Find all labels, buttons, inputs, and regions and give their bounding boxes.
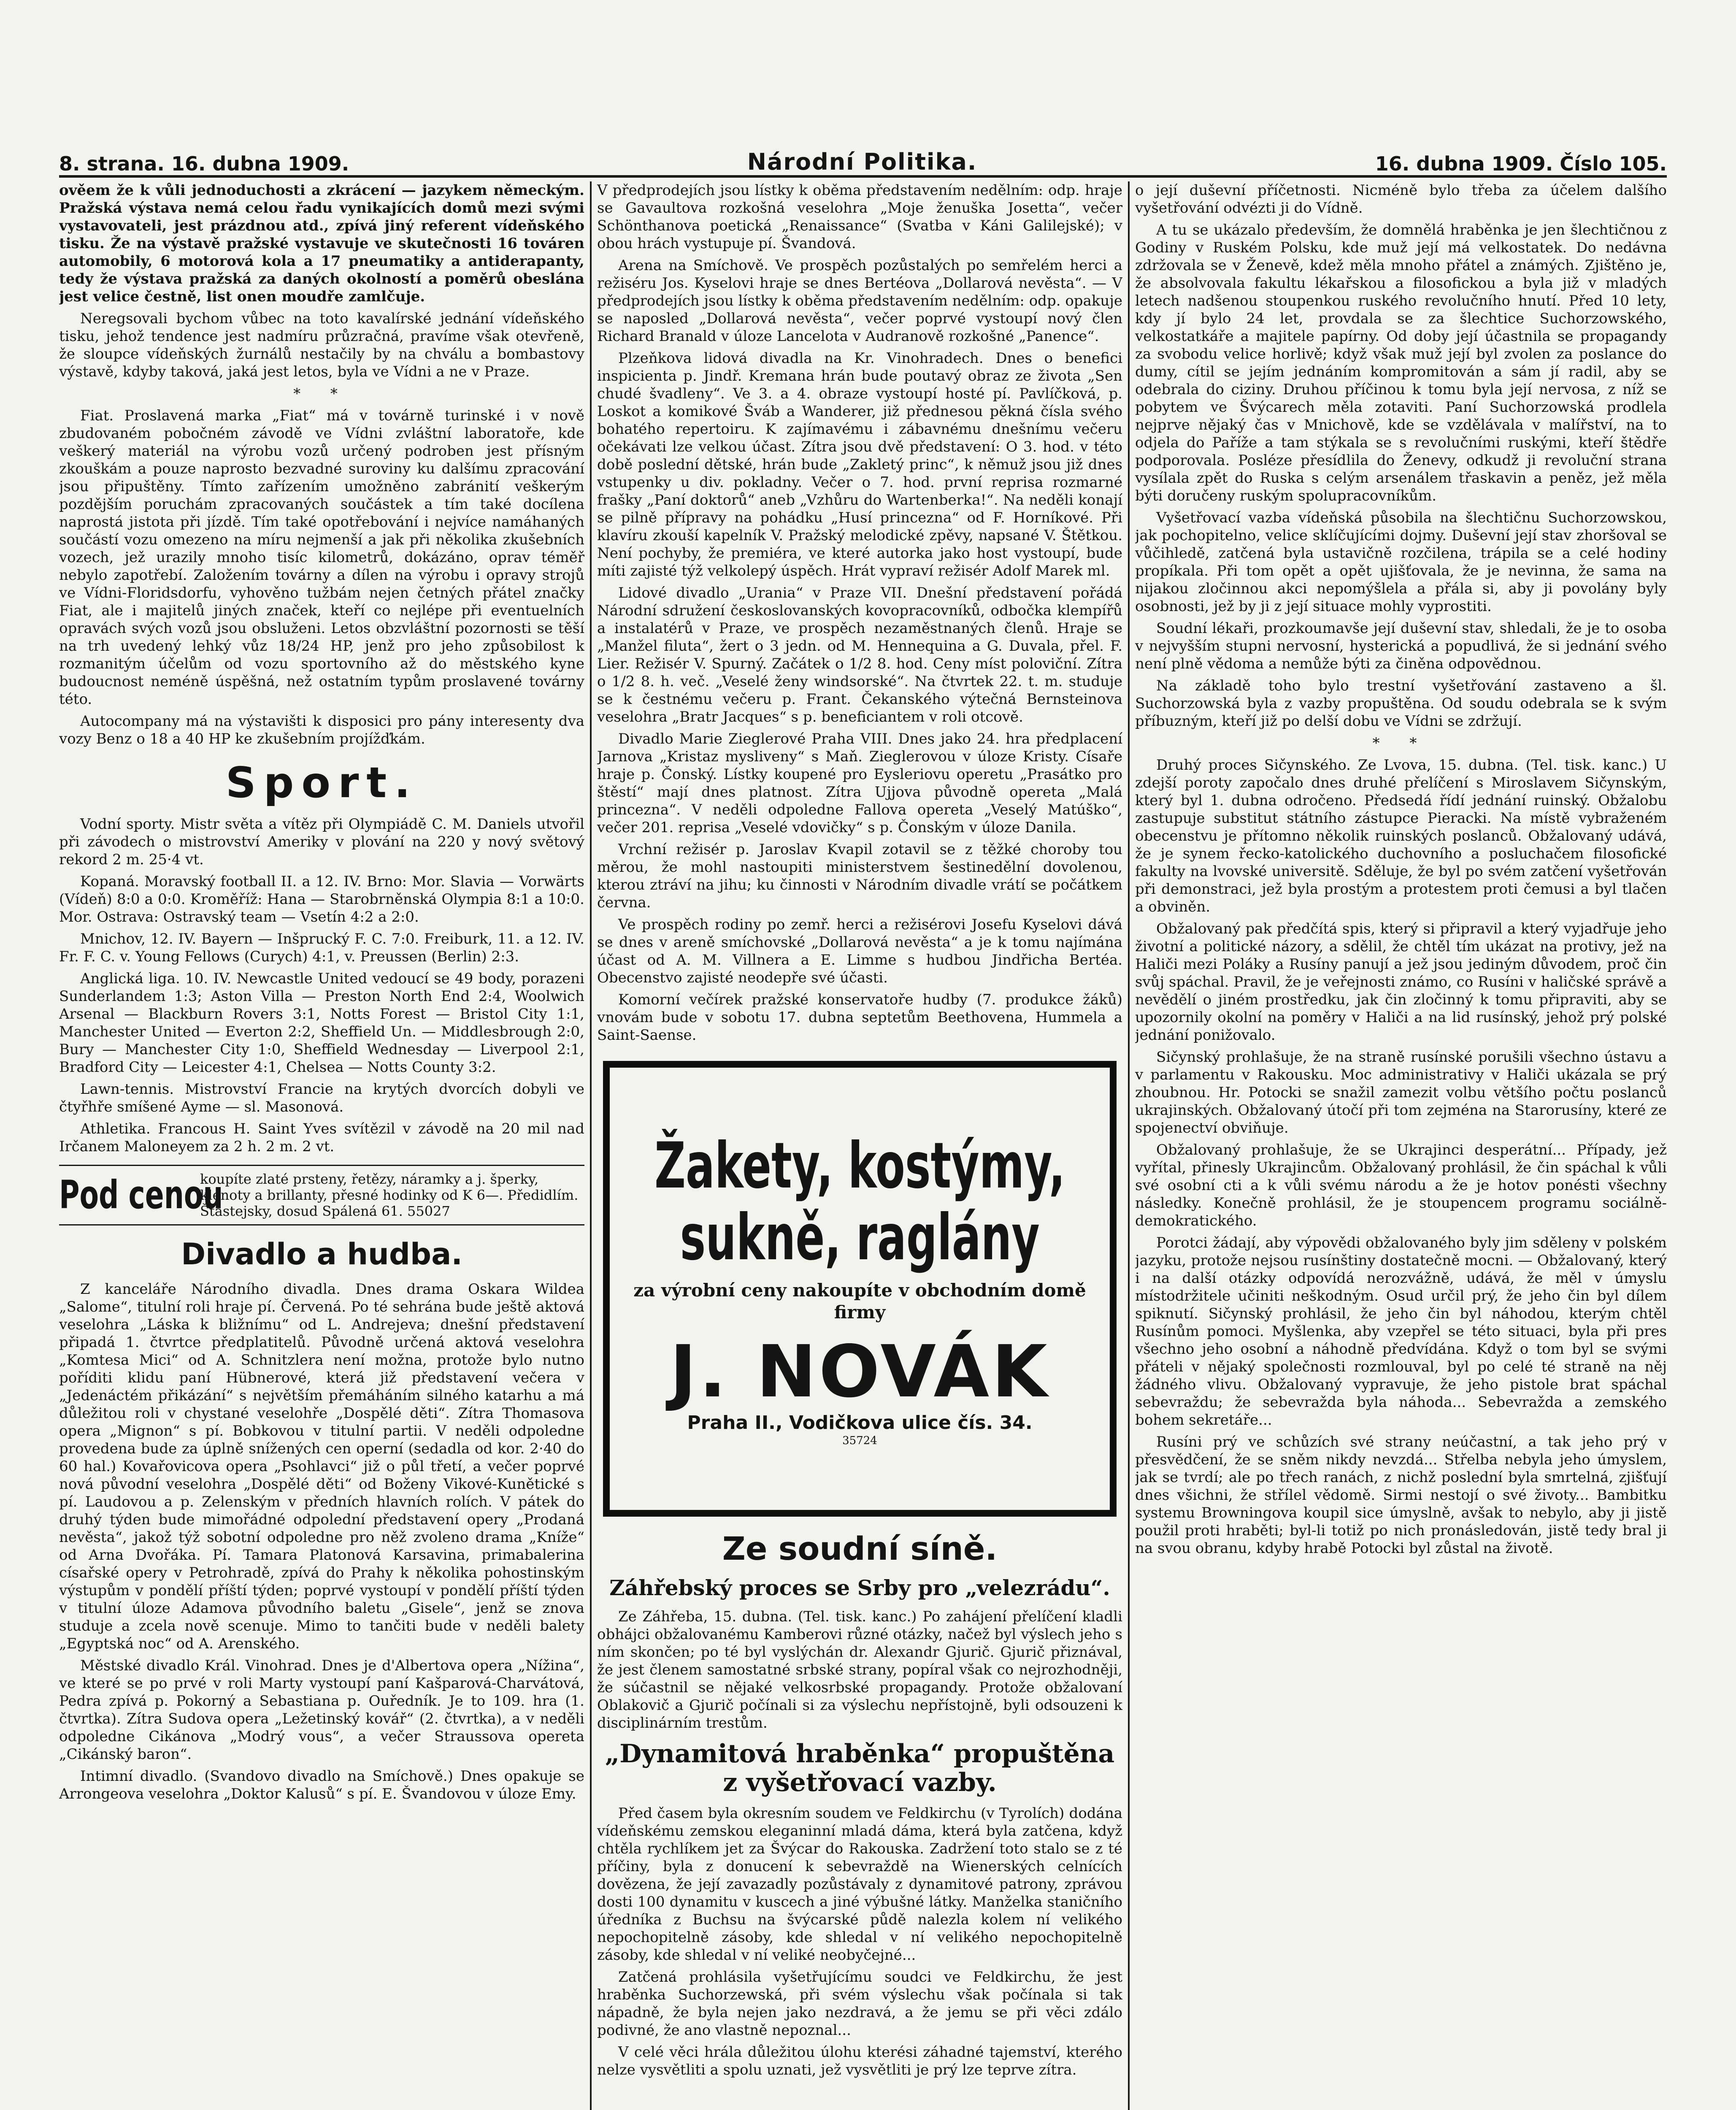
ad-subline: za výrobní ceny nakoupíte v obchodním domě firmy <box>633 1280 1086 1323</box>
clothing-advertisement <box>603 1061 1117 1517</box>
ad-brand-name: J. NOVÁK <box>670 1330 1050 1414</box>
article-paragraph: Obžalovaný prohlašuje, že se Ukrajinci desperátní... Případy, jež vyřítal, přinesly Ukrajincům. Obžalovaný prohlásil, že čin spáchal k vůli své osobní cti a k vůli svému národu a že je hotov ponésti všechny následky. Konečně prohlásil, že je stoupencem programu sociálně-demokratického. <box>1135 1142 1667 1229</box>
ad-body: koupíte zlaté prsteny, řetězy, náramky a j. šperky, klenoty a brillanty, přesné hodinky od K 6—. Předidlím. Štastejsky, dosud Spálená 61. 55027 <box>200 1171 579 1219</box>
article-paragraph: Autocompany má na výstavišti k disposici pro pány interesenty dva vozy Benz o 18 a 40 HP ke zkušebním projížďkám. <box>59 713 584 747</box>
article-paragraph: V předprodejích jsou lístky k oběma představením nedělním: odp. hraje se Gavaultova rozkošná veselohra „Moje ženuška Josetta“, večer Schönthanova poetická „Renaissance“ (Svatba v Káni Galilejské); v obou hrách vystupuje pí. Švandová. <box>597 182 1122 252</box>
article-paragraph: ověem že k vůli jednoduchosti a zkrácení — jazykem německým. Pražská výstava nemá celou řadu vynikajících domů mezi svými vystavovateli, jest prázdnou atd., zpívá jiný referent vídeňského tisku. Že na výstavě pražské vystavuje ve skutečnosti 16 továren automobily, 6 motorová kola a 17 pneumatiky a antiderapanty, tedy že výstava pražská za daných okolností a poměrů obeslána jest velice čestně, list onen moudře zamlčuje. <box>59 182 584 305</box>
article-paragraph: Anglická liga. 10. IV. Newcastle United vedoucí se 49 body, porazeni Sunderlandem 1:3; Aston Villa — Preston North End 2:4, Woolwich Arsenal — Blackburn Rovers 3:1, Notts Forest — Bristol City 1:1, Manchester United — Everton 2:2, Sheffield Un. — Middlesbrough 2:0, Bury — Manchester City 1:0, Sheffield Wednesday — Liverpool 2:1, Bradford City — Leicester 4:1, Chelsea — Notts County 3:2. <box>59 970 584 1076</box>
ad-code: 35724 <box>842 1434 877 1447</box>
section-divider: * * <box>293 385 350 402</box>
article-paragraph: o její duševní příčetnosti. Nicméně bylo třeba za účelem dalšího vyšetřování odvézti ji do Vídně. <box>1135 182 1667 216</box>
article-paragraph: Mnichov, 12. IV. Bayern — Inšprucký F. C. 7:0. Freiburk, 11. a 12. IV. Fr. F. C. v. Young Fellows (Curych) 4:1, v. Preussen (Berlin) 2:3. <box>59 931 584 965</box>
article-paragraph: Lawn-tennis. Mistrovství Francie na krytých dvorcích dobyli ve čtyřhře smíšené Ayme — sl. Masonová. <box>59 1081 584 1115</box>
column-2 <box>597 181 1122 2110</box>
article-paragraph: Porotci žádají, aby výpovědi obžalovaného byly jim sděleny v polském jazyku, protože nejsou rusínštiny dostatečně mocni. — Obžalovaný, který i na další otázky odpovídá nerozvážně, udává, že měl v úmyslu místodržitele učiniti neškodným. Osud určil prý, že jeho čin byl dílem spiknutí. Sičynský prohlásil, že jeho čin byl náhodou, kterým chtěl Rusínům pomoci. Myšlenka, aby vzepřel se této situaci, byla při pres všechno jeho osobní a náhodně předvídána. Když o tom byl se svými přáteli v nějaký společnosti rozmlouval, byl po celé té straně na něj žádného vlivu. Obžalovaný vypravuje, že jeho pistole brat spáchal sebevraždu; že sebevražda byla náhoda... Sebevražda a zemského bohem sekretáře... <box>1135 1234 1667 1428</box>
section-divider: * * <box>1372 735 1430 752</box>
section-heading-court: Ze soudní síně. <box>722 1530 998 1567</box>
article-paragraph: Vodní sporty. Mistr světa a vítěz při Olympiádě C. M. Daniels utvořil při závodech o mistrovství Ameriky v plování na 220 y nový světový rekord 2 m. 25·4 vt. <box>59 816 584 868</box>
ad-headline: Pod cenou <box>59 1172 223 1217</box>
column-1 <box>59 181 584 2110</box>
article-paragraph: Z kanceláře Národního divadla. Dnes drama Oskara Wildea „Salome“, titulní roli hraje pí. Červená. Po té sehrána bude ještě aktová veselohra „Láska k bližnímu“ od L. Andrejeva; dnešní představení připadá 1. čtvrtce předplatitelů. Původně určená aktová veselohra „Komtesa Mici“ od A. Schnitzlera není možna, protože bylo nutno poříditi klidu paní Hübnerové, která již představení večera v „Jedenáctém přikázání“ s největším přemáháním silného katarhu a má důležitou roli v chystané veselohře „Dospělé děti“. Zítra Thomasova opera „Mignon“ s pí. Bobkovou v titulní partii. V neděli odpoledne provedena bude za úplně snížených cen operní (sedadla od kor. 2·40 do 60 hal.) Kovařovicova opera „Psohlavci“ již o půl třetí, a večer poprvé nová původní veselohra „Dospělé děti“ od Boženy Vikové-Kunětické s pí. Laudovou a p. Zelenským v předních hlavních rolích. V pátek do druhý týden bude mimořádné odpolední představení opery „Prodaná nevěsta“, jakož týž sobotní odpoledne pro něž zvoleno drama „Kníže“ od Arna Dvořáka. Pí. Tamara Platonová Karsavina, primabalerina císařské opery v Petrohradě, zpívá do Prahy k několika pohostinským výstupům v pondělí příští týden; poprvé vystoupí v pondělí příští týden v titulní úloze Adamova původního baletu „Gisele“, jenž se znova studuje a zcela nově scenuje. Mimo to tančiti bude v neděli balety „Egyptská noc“ od A. Arenského. <box>59 1281 584 1652</box>
article-paragraph: Neregsovali bychom vůbec na toto kavalírské jednání vídeňského tisku, jehož tendence jest nadmíru průzračná, pravíme však otevřeně, že sloupce vídeňských žurnálů nestačily by na chválu a bombastovy výstavě, kdyby taková, jaká jest letos, byla ve Vídni a ne v Praze. <box>59 310 584 380</box>
article-paragraph: Rusíni prý ve schůzích své strany neúčastní, a tak jeho prý v přesvědčení, že se sněm nikdy nevzdá... Střelba nebyla jeho úmyslem, jak se tvrdí; ale po třech ranách, z nichž poslední byla smrtelná, zjišťují dnes všichni, že střílel vědomě. Sirmi nestojí o své životy... Bambitku systemu Browningova koupil sice úmyslně, avšak to nebylo, aby ji jistě použil proti hraběti; byl-li totiž po nich pronásledován, jistě tedy bral ji na svou obranu, kdyby hrabě Potocki byl zůstal na životě. <box>1135 1434 1667 1557</box>
newspaper-title: Národní Politika. <box>747 149 977 175</box>
section-heading-theatre: Divadlo a hudba. <box>181 1237 462 1271</box>
article-headline: Záhřebský proces se Srby pro „velezrádu“. <box>609 1575 1110 1600</box>
article-paragraph: Ze Záhřeba, 15. dubna. (Tel. tisk. kanc.) Po zahájení přelíčení kladli obhájci obžalovanému Kamberovi různé otázky, načež byl výslech jeho s ním skončen; po té byl vyslýchán dr. Alexandr Gjurič. Gjurič přiznával, že jest členem samostatné srbské strany, popíral však co nejrozhodněji, že súčastnil se nějaké velkosrbské propagandy. Protože obžalovaní Oblakovič a Gjurič počínali si za výslechu nepřístojně, byli odsouzeni k disciplinárním trestům. <box>597 1608 1122 1731</box>
article-paragraph: Vrchní režisér p. Jaroslav Kvapil zotavil se z těžké choroby tou měrou, že mohl nastoupiti ministerstvem šestinedělní dovolenou, kterou ztráví na jihu; ku činnosti v Národním divadle vrátí se počátkem června. <box>597 841 1122 911</box>
jeweller-advertisement <box>59 1165 584 1225</box>
article-paragraph: Komorní večírek pražské konservatoře hudby (7. produkce žáků) vnovám bude v sobotu 17. dubna septetům Beethovena, Hummela a Saint-Saense. <box>597 991 1122 1044</box>
article-paragraph: Divadlo Marie Zieglerové Praha VIII. Dnes jako 24. hra předplacení Jarnova „Kristaz mysliveny“ s Maň. Zieglerovou v úloze Kristy. Císaře hraje p. Čonský. Lístky koupené pro Eysleriovu operetu „Prasátko pro štěstí“ mají dnes platnost. Zítra Ujjova původně opereta „Malá princezna“. V neděli odpoledne Fallova opereta „Veselý Matúško“, večer 201. reprisa „Veselé vdovičky“ s p. Čonským v úloze Danila. <box>597 730 1122 836</box>
article-paragraph: Lidové divadlo „Urania“ v Praze VII. Dnešní představení pořádá Národní sdružení českoslovanských kovopracovníků, odbočka klempířů a instalatérů v Praze, ve prospěch nezaměstnaných členů. Hraje se „Manžel filuta“, žert o 3 jedn. od M. Hennequina a G. Duvala, přel. F. Lier. Režisér V. Spurný. Začátek o 1/2 8. hod. Ceny míst poloviční. Zítra o 1/2 8. h. več. „Veselé ženy windsorské“. Na čtvrtek 22. t. m. studuje se k čestnému večeru p. Frant. Čekanského výtečná Bernsteinova veselohra „Bratr Jacques“ s p. beneficiantem v roli otcově. <box>597 584 1122 725</box>
article-paragraph: Před časem byla okresním soudem ve Feldkirchu (v Tyrolích) dodána vídeňskému zemskou eleganinní mladá dáma, která byla zatčena, když chtěla rychlíkem jet za Švýcar do Rakouska. Zadržení toto stalo se z té příčiny, byla z donucení k sebevraždě na Wienerských celnících dovězena, že její zavazadly pozůstávaly z dynamitové patrony, zprávou dosti 100 dynamitu v kuscech a jiné výbušné látky. Manželka staničního úředníka z Buchsu na švýcarské půdě nalezla kolem ní velikého nepochopitelně zásoby, kde shledal v ní velikého nepochopitelně zásoby, kde shledal v ní veliké neobyčejné... <box>597 1805 1122 1964</box>
article-paragraph: Zatčená prohlásila vyšetřujícímu soudci ve Feldkirchu, že jest hraběnka Suchorzewská, při svém výslechu však počínala si tak nápadně, že byla nejen jako nezdravá, a že jemu se při věci zdálo podivné, že ano vlastně nepoznal... <box>597 1969 1122 2039</box>
ad-headline: sukně, raglány <box>680 1201 1040 1274</box>
article-paragraph: Obžalovaný pak předčítá spis, který si připravil a který vyjadřuje jeho životní a politické názory, a sdělil, že chtěl tím ukázat na protivy, jež na Haliči mezi Poláky a Rusíny panují a jež jsou jediným důvodem, proč čin svůj spáchal. Pravil, že je veřejnosti známo, co Rusíni v haličské správě a nevědělí o jiném prostředku, jak čin zločinný k tomu připraviti, aby se upozornily okolní na poměry v Haliči a na lid rusínský, jehož prý polské jednání ponižovalo. <box>1135 920 1667 1044</box>
ad-address: Praha II., Vodičkova ulice čís. 34. <box>687 1412 1033 1434</box>
article-paragraph: Sičynský prohlašuje, že na straně rusínské porušili všechno ústavu a v parlamentu v Rakousku. Moc administrativy v Haliči ukázala se prý zhoubnou. Hr. Potocki se snažil zamezit volbu většího počtu poslanců ukrajinských. Obžalovaný útočí při tom zejména na Starorusíny, které ze spojenectví obviňuje. <box>1135 1049 1667 1136</box>
article-paragraph: Arena na Smíchově. Ve prospěch pozůstalých po semřelém herci a režiséru Jos. Kyselovi hraje se dnes Bertéova „Dollarová nevěsta“. — V předprodejích jsou lístky k oběma představením nedělním: odp. opakuje se naposled „Dollarová nevěsta“, večer poprvé vystoupí nový člen Richard Branald v úloze Lancelota v Audranově rozkošné „Panence“. <box>597 257 1122 345</box>
ad-headline: Žakety, kostýmy, <box>654 1129 1065 1203</box>
article-paragraph: Ve prospěch rodiny po zemř. herci a režisérovi Josefu Kyselovi dává se dnes v areně smíchovské „Dollarová nevěsta“ a je k tomu najímána účast od A. M. Villnera a E. Limme s hudbou Jindřicha Bertéa. Obecenstvo zajisté neodepře své účasti. <box>597 916 1122 986</box>
article-paragraph: Plzeňkova lidová divadla na Kr. Vinohradech. Dnes o benefici inspicienta p. Jindř. Kremana hrán bude poutavý obraz ze života „Sen chudé švadleny“. Ve 3. a 4. obraze vystoupí hosté pí. Pavlíčková, p. Loskot a komikové Šváb a Wanderer, již přednesou pěkná čísla svého bohatého repertoiru. K zajímavému i zábavnému dnešnímu večeru očekávati lze velkou účast. Zítra jsou dvě představení: O 3. hod. v této době poslední dětské, hrán bude „Zakletý princ“, k němuž jsou již dnes vstupenky u div. pokladny. Večer o 7. hod. první reprisa rozmarné frašky „Paní doktorů“ aneb „Vzhůru do Wartenberka!“. Na neděli konají se pilně přípravy na pohádku „Husí princezna“ od F. Horníkové. Při klavíru zkouší kapelník V. Pražský melodické zpěvy, napsané V. Štětkou. Není pochyby, že premiéra, ve které autorka jako host vystoupí, bude míti zajisté týž velkolepý úspěch. Hrát vypraví režisér Adolf Marek ml. <box>597 350 1122 579</box>
article-paragraph: Kopaná. Moravský football II. a 12. IV. Brno: Mor. Slavia — Vorwärts (Vídeň) 8:0 a 0:0. Kroměříž: Hana — Starobrněnská Olympia 8:1 a 10:0. Mor. Ostrava: Ostravský team — Vsetín 4:2 a 2:0. <box>59 873 584 925</box>
page-header <box>59 146 1667 178</box>
header-left: 8. strana. 16. dubna 1909. <box>59 152 349 175</box>
article-paragraph: V celé věci hrála důležitou úlohu kterési záhadné tajemství, kterého nelze vysvětliti a spolu uznati, jež vysvětliti je prý lze teprve zítra. <box>597 2044 1122 2078</box>
article-paragraph: A tu se ukázalo především, že domnělá hraběnka je jen šlechtičnou z Godiny v Ruském Polsku, kde muž její má velkostatek. Do nedávna zdržovala se v Ženevě, kdež měla mnoho přátel a známých. Zjištěno je, že absolvovala fakultu lékařskou a filosofickou a byla již v mladých letech nadšenou stoupenkou ruského revolučního hnutí. Před 10 lety, kdy jí bylo 24 let, provdala se za šlechtice Suchorzowského, velkostatkáře a majitele papírny. Od doby její účastnila se propagandy za svobodu velice horlivě; když však muž její byl zvolen za poslance do dumy, cítil se jejím jednáním kompromitován a sám jí radil, aby se odebrala do ciziny. Druhou příčinou k tomu byla její nervosa, z níž se pobytem ve Švýcarech měla zotaviti. Paní Suchorzowská prodlela nejprve nějaký čas v Mnichově, kde se vzdělávala v malířství, na to odjela do Paříže a tam stýkala se s revolučními ruskými, kteří štědře podporovala. Posléze přesídlila do Ženevy, odkudž ji revoluční strana vysílala zpět do Ruska s celým arsenálem třaskavin a peněz, jež měla býti doručeny ruským spolupracovníkům. <box>1135 222 1667 504</box>
article-paragraph: Athletika. Francous H. Saint Yves svítězil v závodě na 20 mil nad Irčanem Maloneyem za 2 h. 2 m. 2 vt. <box>59 1120 584 1155</box>
article-paragraph: Městské divadlo Král. Vinohrad. Dnes je d'Albertova opera „Nížina“, ve které se po prvé v roli Marty vystoupí paní Kašparová-Charvátová, Pedra zpívá p. Pokorný a Sebastiana p. Ouředník. Je to 109. hra (1. čtvrtka). Zítra Sudova opera „Ležetinský kovář“ (2. čtvrtka), a v neděli odpoledne Cikánova „Modrý vous“, a večer Straussova opereta „Cikánský baron“. <box>59 1657 584 1763</box>
article-headline: „Dynamitová hraběnka“ propuštěna z vyšetřovací vazby. <box>605 1739 1115 1797</box>
article-paragraph: Na základě toho bylo trestní vyšetřování zastaveno a šl. Suchorzowská byla z vazby propuštěna. Od soudu odebrala se k svým příbuzným, kteří již po delší dobu ve Vídni se zdržují. <box>1135 677 1667 730</box>
column-rule <box>1128 181 1130 2110</box>
header-right: 16. dubna 1909. Číslo 105. <box>1375 152 1667 175</box>
column-rule <box>590 181 592 2110</box>
article-paragraph: Soudní lékaři, prozkoumavše její duševní stav, shledali, že je to osoba v nejvyšším stupni nervosní, hysterická a popudlivá, že si jednání svého není plně vědoma a nemůže býti za činěna odpovědnou. <box>1135 620 1667 672</box>
column-3 <box>1135 181 1667 2110</box>
article-paragraph: Intimní divadlo. (Svandovo divadlo na Smíchově.) Dnes opakuje se Arrongeova veselohra „Doktor Kalusů“ s pí. E. Švandovou v úloze Emy. <box>59 1768 584 1802</box>
article-paragraph: Fiat. Proslavená marka „Fiat“ má v továrně turinské i v nově zbudovaném pobočném závodě ve Vídni zvláštní laboratoře, kde veškerý materiál na výrobu vozů určený podroben jest přísným zkouškám a pouze naprosto bezvadné suroviny ku dalšímu zpracování jsou připuštěny. Tímto zařízením umožněno zabránití veškerým pozdějším poruchám zpracovaných součástek a tím také docílena naprostá jistota při jízdě. Tím také opotřebování i nejvíce namáhaných součástí vozu omezeno na míru nejmenší a jak při několika zkušebních vozech, jež urazily mnoho tisíc kilometrů, dokázáno, oprav téměř nebylo zapotřebí. Založením továrny a dílen na výrobu i opravy strojů ve Vídni-Floridsdorfu, vyhověno tužbám nejen četných přátel značky Fiat, ale i majitelů jiných značek, kteří co nejlépe při eventuelních opravách svých vozů jsou obsluženi. Letos obzvláštní pozornosti se těší na trh uvedený lehký vůz 18/24 HP, jenž pro jeho způsobilost k rozmanitým účelům od vozu sportovního až do městského kyne budoucnost neméně úspěšná, než ostatním typům proslavené továrny této. <box>59 407 584 708</box>
article-paragraph: Druhý proces Sičynského. Ze Lvova, 15. dubna. (Tel. tisk. kanc.) U zdejší poroty započalo dnes druhé přelíčení s Miroslavem Sičynským, který byl 1. dubna odročeno. Předsedá řídí jednání ruinský. Obžalobu zastupuje substitut státního zástupce Pieracki. Na místě vybraženém obecenstvu je přítomno několik ruinských poslanců. Obžalovaný udává, že je synem řecko-katolického duchovního a posluchačem filosofické fakulty na lvovské universitě. Sděluje, že byl po svém zatčení vyšetřován při demonstraci, jež byla prostým a protestem proti čemusi a byl tlačen a obviněn. <box>1135 757 1667 915</box>
section-heading-sport: Sport. <box>225 758 418 807</box>
article-paragraph: Vyšetřovací vazba vídeňská působila na šlechtičnu Suchorzowskou, jak pochopitelno, velice sklíčujícími dojmy. Duševní její stav zhoršoval se vůčihledě, zatčená byla ustavičně rozčilena, trápila se a celé hodiny propíkala. Při tom opět a opět ujišťovala, že je nevinna, že sama na nijakou zločinnou akci nepomýšlela a přála si, aby ji povolány byly osobnosti, jež by ji z její situace mohly vyprostiti. <box>1135 509 1667 615</box>
